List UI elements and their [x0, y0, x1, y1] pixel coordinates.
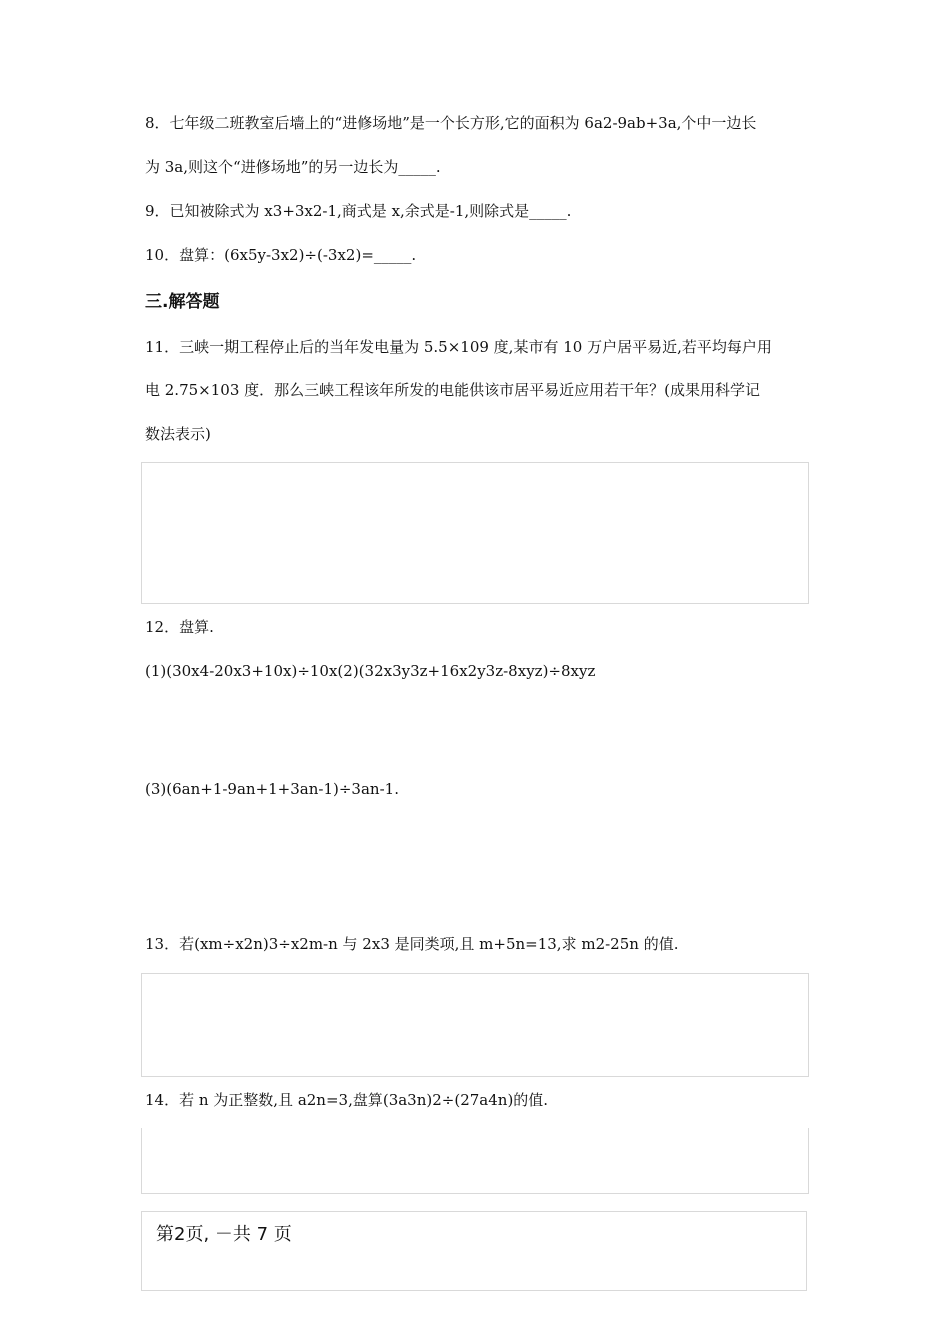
q12-parts-1-2: (1)(30x4-20x3+10x)÷10x(2)(32x3y3z+16x2y3z-8xyz)÷8xyz: [145, 662, 596, 680]
q10-text: 10．盘算：(6x5y-3x2)÷(-3x2)=_____.: [145, 246, 417, 264]
q12-part-3: (3)(6an+1-9an+1+3an-1)÷3an-1.: [145, 780, 399, 798]
q13-text: 13．若(xm÷x2n)3÷x2m-n 与 2x3 是同类项,且 m+5n=13,求 m2-25n 的值.: [145, 935, 679, 953]
q13-answer-box[interactable]: [141, 973, 809, 1077]
q8-line1: 8．七年级二班教室后墙上的“进修场地”是一个长方形,它的面积为 6a2-9ab+3a,个中一边长: [145, 114, 757, 132]
q11-line3: 数法表示): [145, 425, 211, 443]
q12-title: 12．盘算.: [145, 618, 214, 636]
section-heading: 三.解答题: [145, 292, 220, 312]
q11-answer-box[interactable]: [141, 462, 809, 604]
q14-text: 14．若 n 为正整数,且 a2n=3,盘算(3a3n)2÷(27a4n)的值.: [145, 1091, 549, 1109]
q9-text: 9．已知被除式为 x3+3x2-1,商式是 x,余式是-1,则除式是_____.: [145, 202, 572, 220]
q11-line2: 电 2.75×103 度．那么三峡工程该年所发的电能供该市居平易近应用若干年？(成果用科学记: [145, 381, 760, 399]
q11-line1: 11．三峡一期工程停止后的当年发电量为 5.5×109 度,某市有 10 万户居平易近,若平均每户用: [145, 338, 772, 356]
q8-line2: 为 3a,则这个“进修场地”的另一边长为_____.: [145, 158, 441, 176]
q14-answer-box[interactable]: [141, 1128, 809, 1194]
page-number: 第2页, －共 7 页: [156, 1224, 292, 1245]
